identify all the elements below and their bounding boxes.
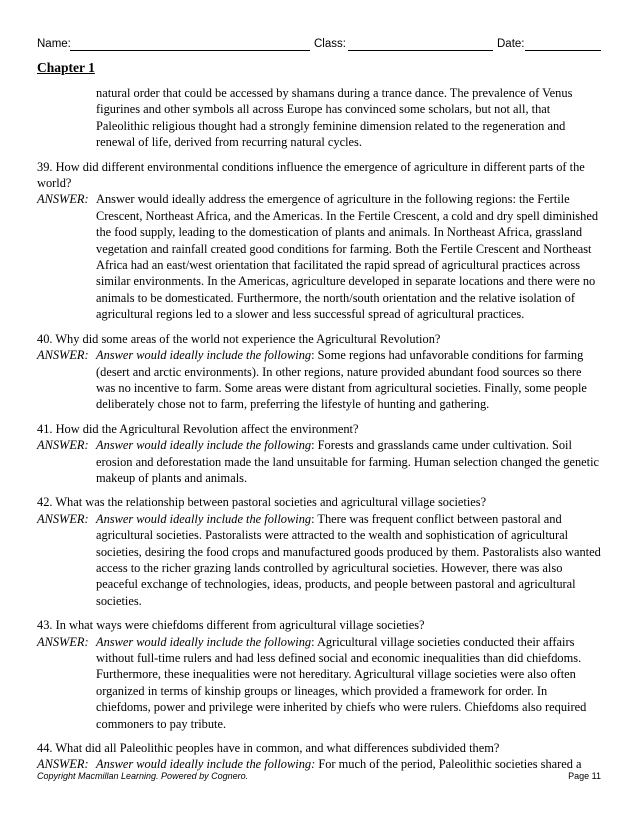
copyright-footer: Copyright Macmillan Learning. Powered by Cognero. [37, 771, 249, 781]
document-body [37, 85, 603, 781]
answer-row [37, 347, 603, 413]
question-block [37, 740, 603, 773]
answer-label: ANSWER: [37, 634, 89, 649]
answer-body: : There was frequent conflict between pastoral and agricultural societies. Pastoralists were attracted to the wealth and sophistication of agricultural societies, desiring the food crops and manufactured goods produced by them. Pastoralists also wanted access to the richer grazing lands controlled by agricultural societies. However, there was also peaceful exchange of technologies, ideas, products, and people between pastoral and agricultural societies. [96, 511, 601, 608]
answer-row [37, 511, 603, 609]
question-block [37, 159, 603, 323]
answer-row [37, 191, 603, 322]
class-field-line [348, 50, 493, 51]
answer-body: : Some regions had unfavorable conditions for farming (desert and arctic environments). In other regions, nature provided abundant food sources so there was no incentive to farm. Some areas were distant from agricultural societies. Finally, some people deliberately chose not to farm, preferring the lifestyle of hunting and gathering. [96, 348, 587, 412]
answer-label: ANSWER: [37, 348, 89, 363]
name-field-line [70, 50, 310, 51]
question-list [37, 159, 603, 773]
answer-body: : Forests and grasslands came under cultivation. Soil erosion and deforestation made the land unsuitable for farming. Human selection changed the genetic makeup of plants and animals. [96, 438, 600, 485]
answer-lead-phrase: Answer would ideally include the following: [96, 757, 316, 772]
answer-text [96, 634, 603, 732]
answer-body: For much of the period, Paleolithic societies shared a [315, 757, 582, 772]
answer-label: ANSWER: [37, 511, 89, 526]
answer-text [96, 191, 603, 322]
answer-text [96, 437, 603, 486]
question-text: 39. How did different environmental conditions influence the emergence of agriculture in different parts of the world? [37, 159, 585, 191]
name-label: Name: [37, 38, 71, 50]
page-number: Page 11 [568, 771, 601, 781]
date-label: Date: [497, 38, 525, 50]
answer-label: ANSWER: [37, 438, 89, 453]
answer-lead-phrase: Answer would ideally include the following [96, 348, 312, 363]
question-text: 40. Why did some areas of the world not experience the Agricultural Revolution? [37, 331, 441, 346]
answer-lead-phrase: Answer would ideally include the following [96, 511, 312, 526]
answer-text [96, 347, 603, 413]
answer-row [37, 437, 603, 486]
answer-lead-phrase: Answer would ideally include the following [96, 438, 312, 453]
question-text: 43. In what ways were chiefdoms different from agricultural village societies? [37, 618, 425, 633]
chapter-heading: Chapter 1 [37, 60, 95, 75]
question-block [37, 331, 603, 413]
question-block [37, 617, 603, 732]
question-text: 41. How did the Agricultural Revolution affect the environment? [37, 421, 359, 436]
question-block [37, 494, 603, 609]
answer-label: ANSWER: [37, 192, 89, 207]
answer-row [37, 634, 603, 732]
date-field-line [525, 50, 601, 51]
answer-body: Answer would ideally address the emergence of agriculture in the following regions: the Fertile Crescent, Northeast Africa, and the Americas. In the Fertile Crescent, a cold and dry spell diminished the food supply, leading to the domestication of plants and animals. In Northeast Africa, grassland vegetation and rainfall created good conditions for farming. Both the Fertile Crescent and Northeast Africa had an east/west orientation that facilitated the rapid spread of agricultural practices across similar environments. In the Americas, agriculture developed in separate locations and there were no animals to be domesticated. Furthermore, the north/south orientation and the relative isolation of agricultural regions led to a slower and less successful spread of agricultural practices. [96, 192, 599, 322]
question-block [37, 421, 603, 487]
question-text: 44. What did all Paleolithic peoples have in common, and what differences subdivided them? [37, 741, 500, 756]
answer-lead-phrase: Answer would ideally include the following [96, 634, 312, 649]
class-label: Class: [314, 38, 346, 50]
question-text: 42. What was the relationship between pastoral societies and agricultural village societies? [37, 495, 487, 510]
intro-paragraph: natural order that could be accessed by shamans during a trance dance. The prevalence of Venus figurines and other symbols all across Europe has convinced some scholars, but not all, that Paleolithic religious thought had a strongly feminine dimension related to the regeneration and renewal of life, derived from recurring natural cycles. [96, 86, 573, 150]
answer-body: : Agricultural village societies conducted their affairs without full-time rulers and had less defined social and economic inequalities than did chiefdoms. Furthermore, these inequalities were not hereditary. Agricultural village societies were also often organized in terms of kinship groups or lineages, which provided a framework for order. In chiefdoms, power and privilege were inherited by chiefs who were rulers. Chiefdoms also required commoners to pay tribute. [96, 634, 587, 731]
page-header [37, 38, 603, 54]
answer-label: ANSWER: [37, 757, 89, 772]
answer-text [96, 511, 603, 609]
